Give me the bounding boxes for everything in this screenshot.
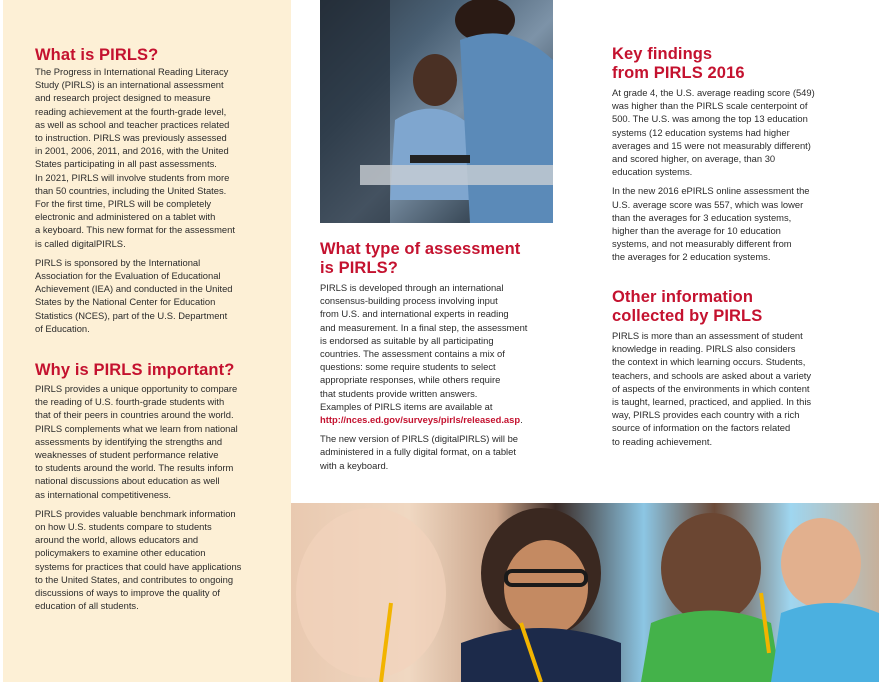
section-assessment-type [320,240,560,478]
section-other-information [612,288,862,454]
photo-teacher-and-student-with-tablet [320,0,553,223]
heading-other-information: Other information collected by PIRLS [612,288,763,325]
heading-key-findings: Key findings from PIRLS 2016 [612,45,745,82]
paragraph-text: PIRLS is developed through an international consensus-building process involving input from U.S. and international experts in reading and measurement. In a final step, the assessment is endorsed as suitable by all participating countries. The assessment contains a mix of questions: some require students to select appropriate responses, while others require that students provide written answers. Examples of PIRLS items are available at [320,282,528,412]
paragraph: The new version of PIRLS (digitalPIRLS) will be administered in a fully digital format, on a tablet with a keyboard. [320,433,519,471]
paragraph [320,281,560,426]
paragraph: In the new 2016 ePIRLS online assessment the U.S. average score was 557, which was lower than the averages for 3 education systems, higher than the average for 10 education systems, and not measurably different from the averages for 2 education systems. [612,185,810,263]
photo-smiling-students-with-pencils [291,503,879,682]
section-key-findings [612,45,862,270]
heading-what-is-pirls: What is PIRLS? [35,46,159,64]
link-suffix: . [520,414,523,426]
released-items-link[interactable]: http://nces.ed.gov/surveys/pirls/released.asp [320,414,521,426]
heading-assessment-type: What type of assessment is PIRLS? [320,240,521,277]
paragraph: At grade 4, the U.S. average reading score (549) was higher than the PIRLS scale centerpoint of 500. The U.S. was among the top 13 education systems (12 education systems had higher averages and 15 were not measurably different) and scored higher, on average, than 30 education systems. [612,87,815,178]
section-why-important [35,361,285,618]
paragraph: PIRLS is more than an assessment of student knowledge in reading. PIRLS also considers the context in which learning occurs. Students, teachers, and schools are asked about a variety of aspects of the environments in which content is taught, learned, practiced, and applied. In this way, PIRLS provides each country with a rich source of information on the factors related to reading achievement. [612,330,812,447]
section-what-is-pirls [35,46,285,341]
paragraph: The Progress in International Reading Literacy Study (PIRLS) is an international assessment and research project designed to measure reading achievement at the fourth-grade level, as well as school and teacher practices related to instruction. PIRLS was previously assessed in 2001, 2006, 2011, and 2016, with the United States participating in all past assessments. In 2021, PIRLS will involve students from more than 50 countries, including the United States. For the first time, PIRLS will be completely electronic and administered on a tablet with a keyboard. This new format for the assessment is called digitalPIRLS. [35,66,235,249]
paragraph: PIRLS provides valuable benchmark information on how U.S. students compare to students around the world, allows educators and policymakers to examine other education systems for practices that could have applications to the United States, and contributes to ongoing discussions of ways to improve the quality of education of all students. [35,507,242,612]
paragraph: PIRLS provides a unique opportunity to compare the reading of U.S. fourth-grade students with that of their peers in countries around the world. PIRLS complements what we learn from national assessments by identifying the strengths and weaknesses of student performance relative to students around the world. The results inform national discussions about education as well as international competitiveness. [35,383,238,500]
paragraph: PIRLS is sponsored by the International Association for the Evaluation of Educational Achievement (IEA) and conducted in the United States by the National Center for Education Statistics (NCES), part of the U.S. Department of Education. [35,256,233,334]
heading-why-important: Why is PIRLS important? [35,361,235,379]
